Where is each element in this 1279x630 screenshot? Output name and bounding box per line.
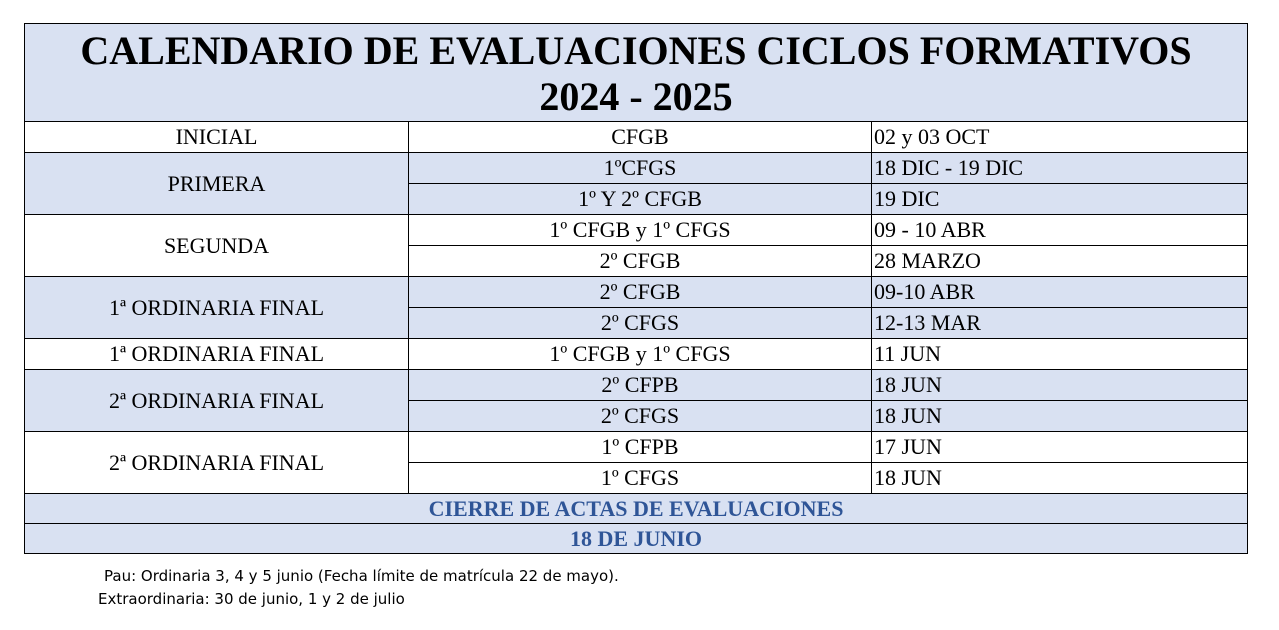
period-cell: 1ª ORDINARIA FINAL	[25, 277, 409, 339]
note-extraordinaria: Extraordinaria: 30 de junio, 1 y 2 de julio	[98, 590, 405, 608]
date-cell: 17 JUN	[872, 432, 1248, 463]
period-cell: PRIMERA	[25, 153, 409, 215]
period-cell: 2ª ORDINARIA FINAL	[25, 432, 409, 494]
date-cell: 09-10 ABR	[872, 277, 1248, 308]
date-cell: 11 JUN	[872, 339, 1248, 370]
group-cell: 1º CFGS	[409, 463, 872, 494]
period-cell: 2ª ORDINARIA FINAL	[25, 370, 409, 432]
period-cell: 1ª ORDINARIA FINAL	[25, 339, 409, 370]
group-cell: 2º CFGB	[409, 246, 872, 277]
group-cell: 2º CFPB	[409, 370, 872, 401]
group-cell: CFGB	[409, 122, 872, 153]
title-line-1: CALENDARIO DE EVALUACIONES CICLOS FORMATIVOS	[80, 27, 1192, 73]
date-cell: 19 DIC	[872, 184, 1248, 215]
date-cell: 12-13 MAR	[872, 308, 1248, 339]
group-cell: 1º CFGB y 1º CFGS	[409, 215, 872, 246]
period-cell: INICIAL	[25, 122, 409, 153]
title-row	[25, 24, 1248, 122]
group-cell: 2º CFGS	[409, 401, 872, 432]
group-cell: 1º Y 2º CFGB	[409, 184, 872, 215]
table-row	[25, 122, 1248, 153]
date-cell: 09 - 10 ABR	[872, 215, 1248, 246]
table-row	[25, 370, 1248, 401]
notes	[98, 565, 619, 611]
footer-row	[25, 524, 1248, 554]
table-row	[25, 432, 1248, 463]
date-cell: 28 MARZO	[872, 246, 1248, 277]
note-pau: Pau: Ordinaria 3, 4 y 5 junio (Fecha límite de matrícula 22 de mayo).	[104, 567, 619, 585]
table-row	[25, 277, 1248, 308]
date-cell: 18 JUN	[872, 463, 1248, 494]
table-row	[25, 153, 1248, 184]
table-title	[25, 24, 1248, 122]
table-row	[25, 215, 1248, 246]
footer-closing-date: 18 DE JUNIO	[25, 524, 1248, 554]
date-cell: 18 JUN	[872, 370, 1248, 401]
table-row	[25, 339, 1248, 370]
group-cell: 2º CFGB	[409, 277, 872, 308]
group-cell: 1º CFPB	[409, 432, 872, 463]
group-cell: 1ºCFGS	[409, 153, 872, 184]
group-cell: 2º CFGS	[409, 308, 872, 339]
date-cell: 18 JUN	[872, 401, 1248, 432]
title-line-2: 2024 - 2025	[539, 73, 733, 119]
date-cell: 02 y 03 OCT	[872, 122, 1248, 153]
group-cell: 1º CFGB y 1º CFGS	[409, 339, 872, 370]
date-cell: 18 DIC - 19 DIC	[872, 153, 1248, 184]
evaluation-calendar-table	[24, 23, 1248, 554]
footer-closing-title: CIERRE DE ACTAS DE EVALUACIONES	[25, 494, 1248, 524]
footer-row	[25, 494, 1248, 524]
period-cell: SEGUNDA	[25, 215, 409, 277]
